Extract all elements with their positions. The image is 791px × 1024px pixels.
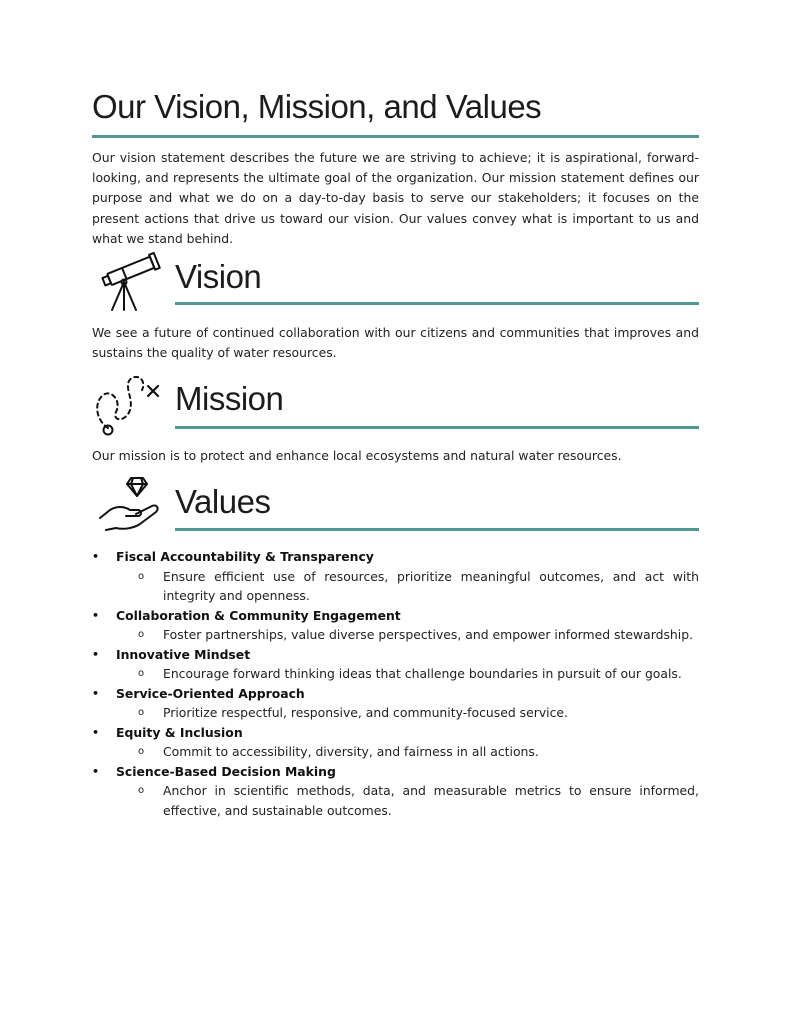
bullet-icon: •: [92, 647, 100, 661]
value-label-row: [92, 684, 699, 704]
value-description-row: [92, 781, 699, 820]
value-label: Fiscal Accountability & Transparency: [116, 549, 374, 564]
bullet-icon: •: [92, 764, 100, 778]
value-description-row: [92, 625, 699, 645]
list-item: [92, 723, 699, 762]
sub-bullet-icon: o: [138, 785, 145, 796]
value-description-row: [92, 567, 699, 606]
bullet-icon: •: [92, 725, 100, 739]
value-label-row: [92, 547, 699, 567]
values-list: [92, 547, 699, 820]
value-label: Equity & Inclusion: [116, 724, 243, 740]
mission-text: Our mission is to protect and enhance local ecosystems and natural water resources.: [92, 448, 622, 463]
list-item: [92, 762, 699, 821]
value-label: Science-Based Decision Making: [116, 763, 336, 779]
value-description: Anchor in scientific methods, data, and measurable metrics to ensure informed, effective, and sustainable outcomes.: [163, 783, 699, 818]
list-item: [92, 606, 699, 645]
list-item: [92, 684, 699, 723]
list-item: [92, 547, 699, 606]
value-description: Prioritize respectful, responsive, and community-focused service.: [163, 705, 568, 720]
sub-bullet-icon: o: [138, 629, 145, 640]
treasure-map-path-icon: [92, 370, 164, 436]
value-label-row: [92, 645, 699, 665]
mission-heading: Mission: [175, 380, 284, 417]
value-description: Commit to accessibility, diversity, and fairness in all actions.: [163, 744, 539, 759]
value-description: Foster partnerships, value diverse perspectives, and empower informed stewardship.: [163, 627, 694, 642]
value-label-row: [92, 606, 699, 626]
title-divider: [92, 135, 699, 138]
telescope-icon: [94, 252, 162, 312]
vision-text: We see a future of continued collaboration with our citizens and communities that improves and sustains the quality of water resources.: [92, 325, 699, 361]
value-description-row: [92, 664, 699, 684]
hand-holding-diamond-icon: [98, 474, 164, 534]
value-label: Collaboration & Community Engagement: [116, 607, 401, 623]
value-label: Service-Oriented Approach: [116, 685, 305, 701]
values-divider: [175, 528, 699, 531]
value-description: Ensure efficient use of resources, prioritize meaningful outcomes, and act with integrity and openness.: [163, 568, 699, 603]
value-label: Innovative Mindset: [116, 646, 251, 662]
value-description: Encourage forward thinking ideas that challenge boundaries in pursuit of our goals.: [163, 666, 682, 681]
value-description-row: [92, 742, 699, 762]
mission-divider: [175, 426, 699, 429]
vision-heading: Vision: [175, 258, 262, 295]
vision-divider: [175, 302, 699, 305]
value-label-row: [92, 723, 699, 743]
sub-bullet-icon: o: [138, 746, 145, 757]
sub-bullet-icon: o: [138, 570, 145, 582]
sub-bullet-icon: o: [138, 668, 145, 679]
value-description-row: [92, 703, 699, 723]
value-label-row: [92, 762, 699, 782]
list-item: [92, 645, 699, 684]
bullet-icon: •: [92, 608, 100, 622]
intro-paragraph: Our vision statement describes the future we are striving to achieve; it is aspirational, forward-looking, and represents the ultimate goal of the organization. Our mission statement defines our purpose and what we do on a day-to-day basis to serve our stakeholders; it focuses on the present actions that drive us toward our vision. Our values convey what is important to us and what we stand behind.: [92, 150, 699, 246]
bullet-icon: •: [92, 550, 100, 563]
page-title: Our Vision, Mission, and Values: [92, 88, 542, 125]
values-heading: Values: [175, 483, 271, 520]
sub-bullet-icon: o: [138, 707, 145, 718]
bullet-icon: •: [92, 686, 100, 700]
